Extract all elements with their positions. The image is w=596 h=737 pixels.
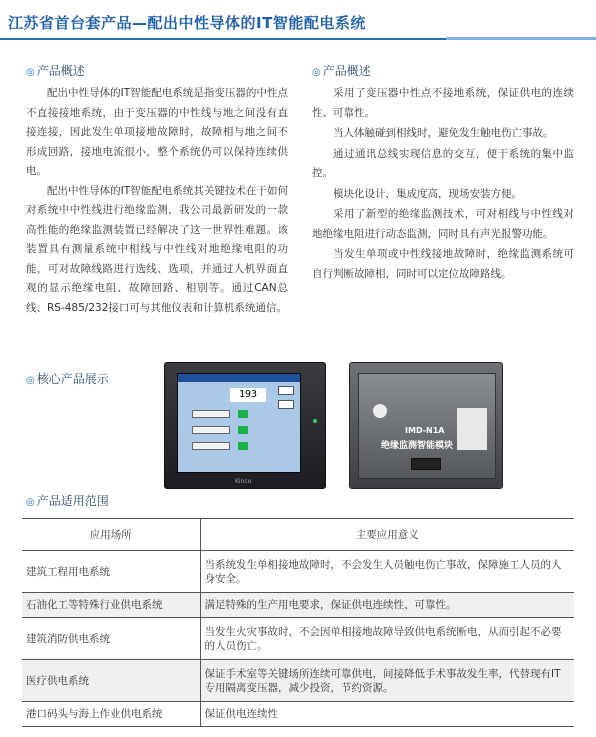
table-row	[22, 593, 574, 618]
hmi-power-led	[313, 419, 317, 423]
section-marker-icon: ◎	[26, 67, 35, 78]
section-scope-label: 产品适用范围	[36, 494, 109, 508]
table-cell-meaning: 当系统发生单相接地故障时，不会发生人员触电伤亡事故，保障施工人员的人身安全。	[200, 551, 574, 593]
section-scope	[26, 492, 109, 509]
table-header-cell: 主要应用意义	[200, 519, 574, 551]
table-row	[22, 551, 574, 593]
hmi-screen	[177, 373, 301, 473]
table-cell-meaning: 保证手术室等关键场所连续可靠供电，间接降低手术事故发生率，代替现有IT专用隔离变压器，减少投资，节约资源。	[200, 660, 574, 702]
module-name: 绝缘监测智能模块	[381, 441, 454, 451]
application-table	[22, 518, 574, 727]
section-products-label: 核心产品展示	[36, 372, 109, 386]
overview-right-paragraph: 采用了新型的绝缘监测技术，可对相线与中性线对地绝缘电阻进行动态监测，同时具有声光报警功能。	[312, 208, 574, 240]
title-bar	[0, 6, 596, 40]
module-model: IMD-N1A	[405, 426, 445, 435]
section-marker-icon: ◎	[26, 497, 35, 508]
table-row	[22, 618, 574, 660]
overview-right-paragraph: 采用了变压器中性点不接地系统，保证供电的连续性、可靠性。	[312, 87, 574, 119]
module-terminal-block	[411, 458, 441, 470]
module-logo-icon	[373, 404, 387, 418]
table-header-cell: 应用场所	[22, 519, 200, 551]
hmi-value-box	[278, 386, 294, 395]
overview-left-paragraph: 配出中性导体的IT智能配电系统其关键技术在于如何对系统中中性线进行绝缘监测，我公司最新研发的一款高性能的绝缘监测装置已经解决了这一世界性难题。该装置具有测量系统中相线与中性线对地绝缘电阻的功能，可对故障线路进行选线、选项，并通过人机界面直观的显示绝缘电阻、故障回路、相别等。通过CAN总线、RS-485/232接口可与其他仪表和计算机系统通信。	[26, 184, 288, 314]
table-cell-place: 医疗供电系统	[22, 660, 200, 702]
hmi-touchscreen-image	[164, 362, 326, 489]
page-title: 江苏省首台套产品—配出中性导体的IT智能配电系统	[8, 14, 366, 32]
overview-right-paragraph: 当发生单项或中性线接地故障时，绝缘监测系统可自行判断故障相，同时可以定位故障路线。	[312, 248, 574, 280]
hmi-row	[192, 426, 230, 434]
table-cell-place: 港口码头与海上作业供电系统	[22, 702, 200, 727]
table-row	[22, 702, 574, 727]
table-row	[22, 660, 574, 702]
section-overview-right-label: 产品概述	[322, 64, 371, 78]
overview-right-paragraph: 模块化设计，集成度高，现场安装方便。	[333, 187, 522, 200]
insulation-monitor-module-image	[349, 362, 503, 489]
overview-left-paragraph: 配出中性导体的IT智能配电系统是指变压器的中性点不直接接地系统，由于变压器的中性线与地之间没有直接连接，因此发生单项接地故障时，故障相与地之间不形成回路，接地电流很小，整个系统仍可以保持连续供电。	[26, 87, 288, 177]
table-cell-meaning: 当发生火灾事故时，不会因单相接地故障导致供电系统断电，从而引起不必要的人员伤亡。	[200, 618, 574, 660]
hmi-screen-header	[178, 374, 300, 382]
hmi-reading: 193	[230, 388, 266, 402]
table-header-row	[22, 519, 574, 551]
module-side-label	[457, 408, 487, 450]
table-cell-place: 建筑工程用电系统	[22, 551, 200, 593]
hmi-row	[192, 442, 230, 450]
overview-right-paragraph: 当人体触碰到相线时，避免发生触电伤亡事故。	[333, 127, 554, 139]
table-cell-place: 石油化工等特殊行业供电系统	[22, 593, 200, 618]
table-cell-meaning: 保证供电连续性	[200, 702, 574, 727]
table-cell-meaning: 满足特殊的生产用电要求，保证供电连续性、可靠性。	[200, 593, 574, 618]
section-marker-icon: ◎	[26, 375, 35, 386]
hmi-status-indicator	[238, 410, 248, 418]
overview-right-text	[312, 84, 574, 285]
hmi-row	[192, 410, 230, 418]
section-overview-left-label: 产品概述	[36, 64, 85, 78]
section-products	[26, 370, 109, 387]
hmi-status-indicator	[238, 442, 248, 450]
hmi-brand: Kinco	[235, 478, 252, 485]
section-overview-left	[26, 62, 85, 79]
hmi-value-box	[278, 400, 294, 409]
section-marker-icon: ◎	[312, 67, 321, 78]
overview-right-paragraph: 通过通讯总线实现信息的交互，便于系统的集中监控。	[312, 147, 574, 179]
hmi-status-indicator	[238, 426, 248, 434]
table-cell-place: 建筑消防供电系统	[22, 618, 200, 660]
section-overview-right	[312, 62, 371, 79]
module-face	[358, 373, 496, 479]
title-accent-line	[446, 37, 596, 40]
overview-left-text	[26, 84, 288, 318]
